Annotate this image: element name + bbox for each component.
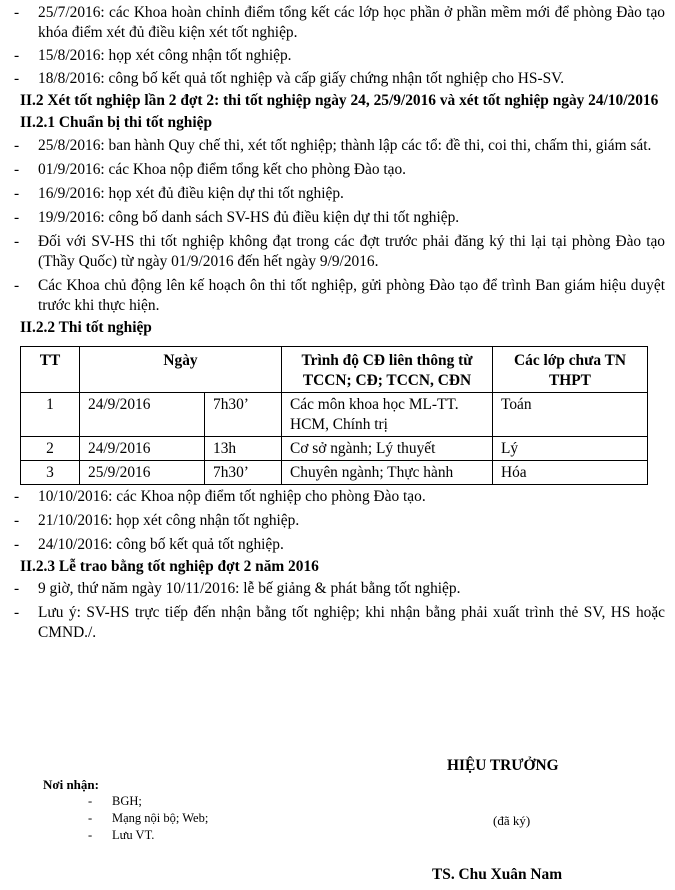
bullet-dash: - bbox=[14, 536, 20, 553]
column-header-subjects: Trình độ CĐ liên thông từ TCCN; CĐ; TCCN, CĐN bbox=[282, 347, 493, 393]
cell-time: 7h30’ bbox=[205, 393, 282, 437]
bullet-dash: - bbox=[14, 512, 20, 529]
signed-note: (đã ký) bbox=[493, 813, 531, 828]
column-header-day: Ngày bbox=[80, 347, 282, 393]
cell-day: 25/9/2016 bbox=[80, 461, 205, 485]
cell-time: 13h bbox=[205, 437, 282, 461]
bullet-dash: - bbox=[14, 580, 20, 597]
bullet-dash: - bbox=[14, 185, 20, 202]
cell-tt: 1 bbox=[21, 393, 80, 437]
bullet-dash: - bbox=[88, 794, 93, 808]
bullet-dash: - bbox=[14, 4, 20, 21]
table-header-row bbox=[21, 347, 648, 393]
preparation-list bbox=[0, 136, 675, 316]
section-heading-2-2: II.2.2 Thi tốt nghiệp bbox=[20, 319, 152, 336]
exam-schedule-table bbox=[20, 346, 648, 485]
list-item: - 24/10/2016: công bố kết quả tốt nghiệp. bbox=[14, 536, 284, 553]
list-item: - Các Khoa chủ động lên kế hoạch ôn thi tốt nghiệp, gửi phòng Đào tạo để trình Ban giám hiệu duyệt trước khi thực hiện. bbox=[14, 277, 665, 314]
cell-tt: 2 bbox=[21, 437, 80, 461]
table-row bbox=[21, 393, 648, 437]
cell-thpt: Toán bbox=[493, 393, 648, 437]
section-heading-2: II.2 Xét tốt nghiệp lần 2 đợt 2: thi tốt nghiệp ngày 24, 25/9/2016 và xét tốt nghiệp ngày 24/10/2016 bbox=[20, 92, 659, 109]
column-header-tt: TT bbox=[21, 347, 80, 393]
list-item: - 25/7/2016: các Khoa hoàn chỉnh điểm tổng kết các lớp học phần ở phần mềm mới để phòng Đào tạo khóa điểm xét đủ điều kiện xét tốt nghiệp. bbox=[14, 4, 665, 41]
cell-tt: 3 bbox=[21, 461, 80, 485]
bullet-dash: - bbox=[14, 277, 20, 294]
list-item: - 15/8/2016: họp xét công nhận tốt nghiệp. bbox=[14, 47, 292, 64]
table-row bbox=[21, 461, 648, 485]
recipient-item: - Mạng nội bộ; Web; bbox=[88, 811, 209, 825]
bullet-dash: - bbox=[88, 828, 93, 842]
cell-time: 7h30’ bbox=[205, 461, 282, 485]
bullet-dash: - bbox=[14, 161, 20, 178]
list-item: - 10/10/2016: các Khoa nộp điểm tốt nghiệp cho phòng Đào tạo. bbox=[14, 488, 426, 505]
cell-thpt: Lý bbox=[493, 437, 648, 461]
list-item: - 25/8/2016: ban hành Quy chế thi, xét tốt nghiệp; thành lập các tổ: đề thi, coi thi, chấm thi, giám sát. bbox=[14, 137, 652, 154]
top-schedule-list bbox=[0, 0, 675, 89]
bullet-dash: - bbox=[14, 137, 20, 154]
table-row bbox=[21, 437, 648, 461]
list-item: - 18/8/2016: công bố kết quả tốt nghiệp và cấp giấy chứng nhận tốt nghiệp cho HS-SV. bbox=[14, 70, 565, 87]
cell-subjects: Các môn khoa học ML-TT. HCM, Chính trị bbox=[282, 393, 493, 437]
section-heading-2-3: II.2.3 Lễ trao bằng tốt nghiệp đợt 2 năm 2016 bbox=[20, 558, 319, 575]
bullet-dash: - bbox=[14, 488, 20, 505]
bullet-dash: - bbox=[14, 233, 20, 250]
bullet-dash: - bbox=[14, 604, 20, 621]
section-heading-2-1: II.2.1 Chuẩn bị thi tốt nghiệp bbox=[20, 114, 213, 131]
cell-day: 24/9/2016 bbox=[80, 437, 205, 461]
bullet-dash: - bbox=[14, 209, 20, 226]
list-item: - 19/9/2016: công bố danh sách SV-HS đủ điều kiện dự thi tốt nghiệp. bbox=[14, 209, 460, 226]
column-header-thpt: Các lớp chưa TN THPT bbox=[493, 347, 648, 393]
signer-name: TS. Chu Xuân Nam bbox=[432, 866, 563, 883]
cell-subjects: Chuyên ngành; Thực hành bbox=[282, 461, 493, 485]
recipients-list bbox=[88, 793, 208, 844]
cell-thpt: Hóa bbox=[493, 461, 648, 485]
results-list bbox=[0, 487, 675, 555]
bullet-dash: - bbox=[88, 811, 93, 825]
list-item: - Lưu ý: SV-HS trực tiếp đến nhận bằng tốt nghiệp; khi nhận bằng phải xuất trình thẻ SV, HS hoặc CMND./. bbox=[14, 604, 665, 641]
list-item: - 16/9/2016: họp xét đủ điều kiện dự thi tốt nghiệp. bbox=[14, 185, 344, 202]
recipient-item: - BGH; bbox=[88, 794, 142, 808]
list-item: - 21/10/2016: họp xét công nhận tốt nghiệp. bbox=[14, 512, 300, 529]
ceremony-list bbox=[0, 579, 675, 643]
bullet-dash: - bbox=[14, 70, 20, 87]
cell-subjects: Cơ sở ngành; Lý thuyết bbox=[282, 437, 493, 461]
list-item: - Đối với SV-HS thi tốt nghiệp không đạt trong các đợt trước phải đăng ký thi lại tại phòng Đào tạo (Thầy Quốc) từ ngày 01/9/2016 đến hết ngày 9/9/2016. bbox=[14, 233, 665, 270]
recipients-label: Nơi nhận: bbox=[43, 777, 99, 792]
cell-day: 24/9/2016 bbox=[80, 393, 205, 437]
recipient-item: - Lưu VT. bbox=[88, 828, 155, 842]
bullet-dash: - bbox=[14, 47, 20, 64]
list-item: - 01/9/2016: các Khoa nộp điểm tổng kết cho phòng Đào tạo. bbox=[14, 161, 407, 178]
signer-title: HIỆU TRƯỞNG bbox=[447, 757, 559, 774]
list-item: - 9 giờ, thứ năm ngày 10/11/2016: lễ bế giảng & phát bằng tốt nghiệp. bbox=[14, 580, 461, 597]
